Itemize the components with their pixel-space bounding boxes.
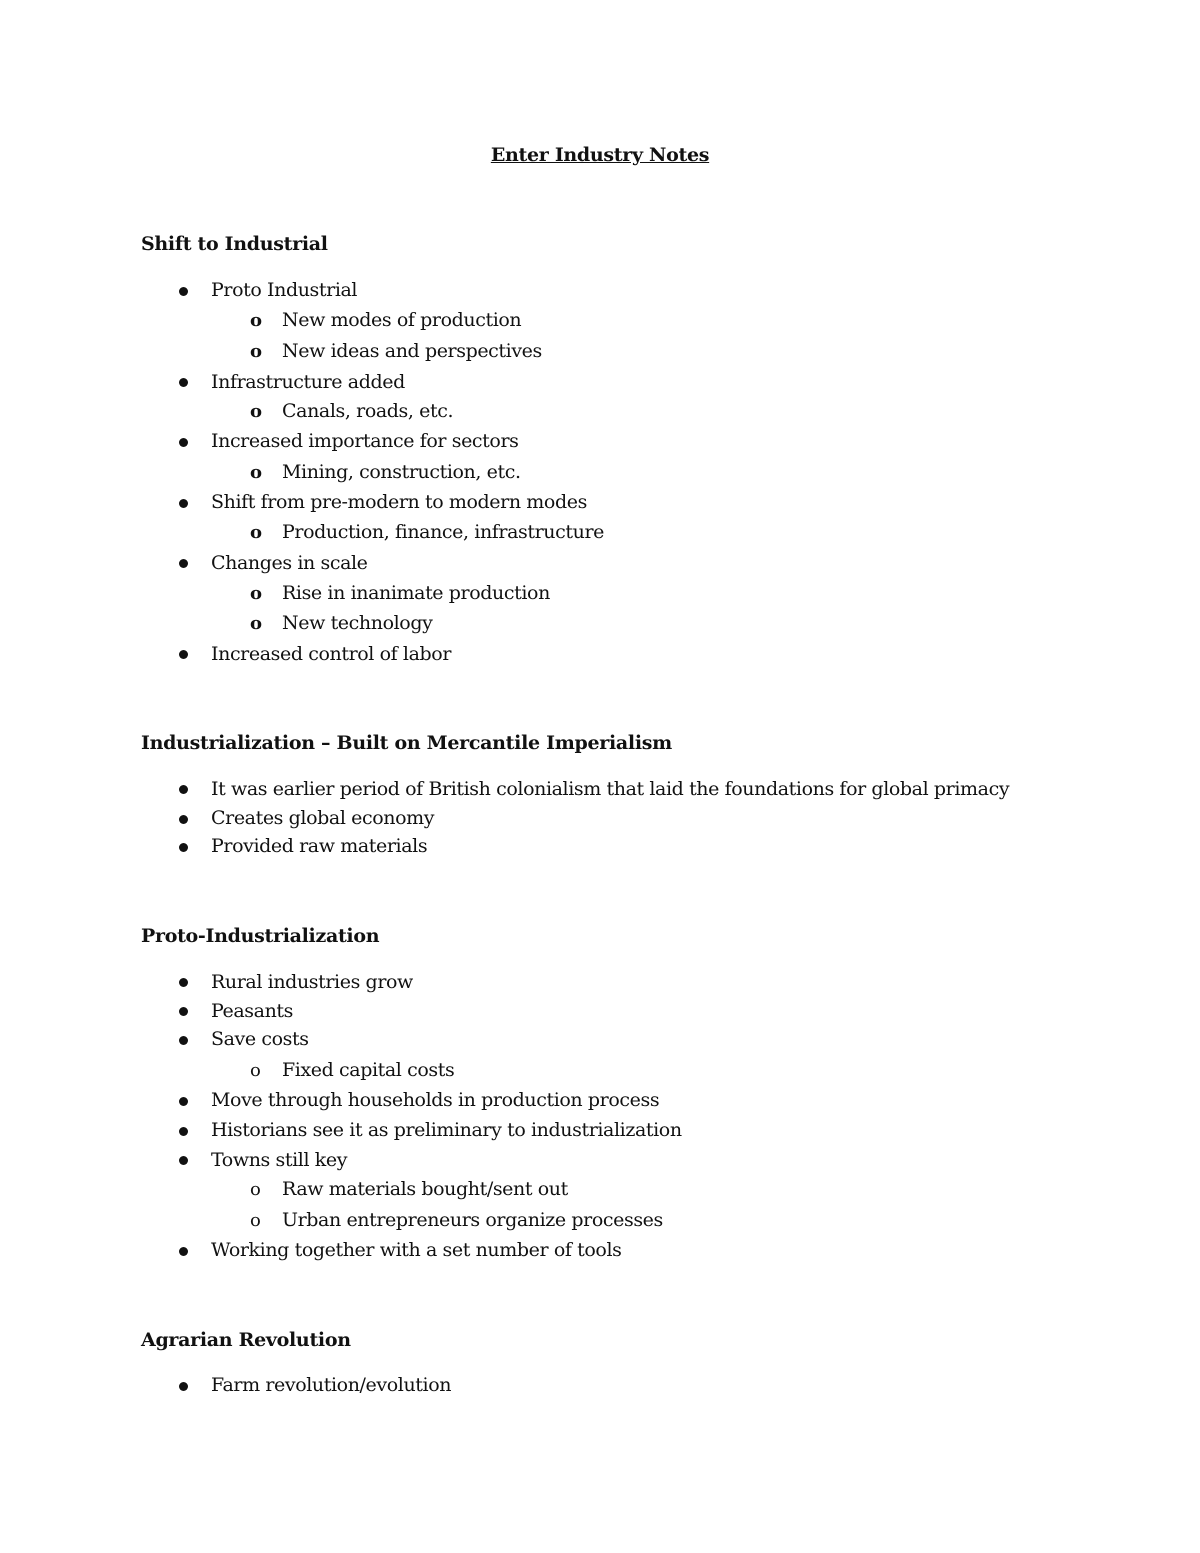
bullet-icon bbox=[179, 559, 188, 568]
sub-list-item: Rise in inanimate production bbox=[282, 582, 550, 604]
list-item: Infrastructure added bbox=[211, 371, 405, 393]
bullet-icon bbox=[179, 1382, 188, 1391]
sub-bullet-icon: o bbox=[250, 613, 263, 634]
list-item: Increased control of labor bbox=[211, 643, 452, 665]
sub-list-item: Production, finance, infrastructure bbox=[282, 521, 604, 543]
sub-bullet-icon: o bbox=[250, 583, 263, 604]
bullet-icon bbox=[179, 499, 188, 508]
list-item: Peasants bbox=[211, 1000, 294, 1022]
list-item: Farm revolution/evolution bbox=[211, 1374, 452, 1396]
list-item: Proto Industrial bbox=[211, 279, 358, 301]
section-heading: Agrarian Revolution bbox=[141, 1329, 351, 1351]
list-item: Towns still key bbox=[211, 1149, 348, 1171]
sub-bullet-icon: o bbox=[250, 1179, 261, 1200]
bullet-icon bbox=[179, 843, 188, 852]
sub-list-item: New technology bbox=[282, 612, 433, 634]
bullet-icon bbox=[179, 1007, 188, 1016]
list-item: Increased importance for sectors bbox=[211, 430, 519, 452]
list-item: It was earlier period of British colonialism that laid the foundations for global primacy bbox=[211, 778, 1010, 800]
sub-bullet-icon: o bbox=[250, 522, 263, 543]
sub-list-item: Urban entrepreneurs organize processes bbox=[282, 1209, 663, 1231]
sub-bullet-icon: o bbox=[250, 1060, 261, 1081]
bullet-icon bbox=[179, 650, 188, 659]
list-item: Working together with a set number of tools bbox=[211, 1239, 622, 1261]
section-heading: Shift to Industrial bbox=[141, 233, 328, 255]
bullet-icon bbox=[179, 785, 188, 794]
list-item: Move through households in production process bbox=[211, 1089, 660, 1111]
list-item: Creates global economy bbox=[211, 807, 435, 829]
section-heading: Industrialization – Built on Mercantile Imperialism bbox=[141, 732, 672, 754]
bullet-icon bbox=[179, 1156, 188, 1165]
sub-list-item: Fixed capital costs bbox=[282, 1059, 455, 1081]
bullet-icon bbox=[179, 287, 188, 296]
bullet-icon bbox=[179, 1036, 188, 1045]
sub-bullet-icon: o bbox=[250, 310, 263, 331]
bullet-icon bbox=[179, 815, 188, 824]
bullet-icon bbox=[179, 978, 188, 987]
list-item: Changes in scale bbox=[211, 552, 368, 574]
list-item: Save costs bbox=[211, 1028, 309, 1050]
sub-list-item: Raw materials bought/sent out bbox=[282, 1178, 568, 1200]
sub-bullet-icon: o bbox=[250, 341, 263, 362]
document-title: Enter Industry Notes bbox=[490, 144, 710, 166]
bullet-icon bbox=[179, 1127, 188, 1136]
sub-bullet-icon: o bbox=[250, 401, 263, 422]
sub-bullet-icon: o bbox=[250, 1210, 261, 1231]
sub-list-item: Canals, roads, etc. bbox=[282, 400, 454, 422]
bullet-icon bbox=[179, 1247, 188, 1256]
sub-list-item: Mining, construction, etc. bbox=[282, 461, 521, 483]
list-item: Shift from pre-modern to modern modes bbox=[211, 491, 587, 513]
bullet-icon bbox=[179, 378, 188, 387]
section-heading: Proto-Industrialization bbox=[141, 925, 380, 947]
sub-list-item: New ideas and perspectives bbox=[282, 340, 542, 362]
list-item: Rural industries grow bbox=[211, 971, 413, 993]
sub-list-item: New modes of production bbox=[282, 309, 522, 331]
list-item: Historians see it as preliminary to industrialization bbox=[211, 1119, 682, 1141]
sub-bullet-icon: o bbox=[250, 462, 263, 483]
bullet-icon bbox=[179, 438, 188, 447]
list-item: Provided raw materials bbox=[211, 835, 428, 857]
bullet-icon bbox=[179, 1097, 188, 1106]
